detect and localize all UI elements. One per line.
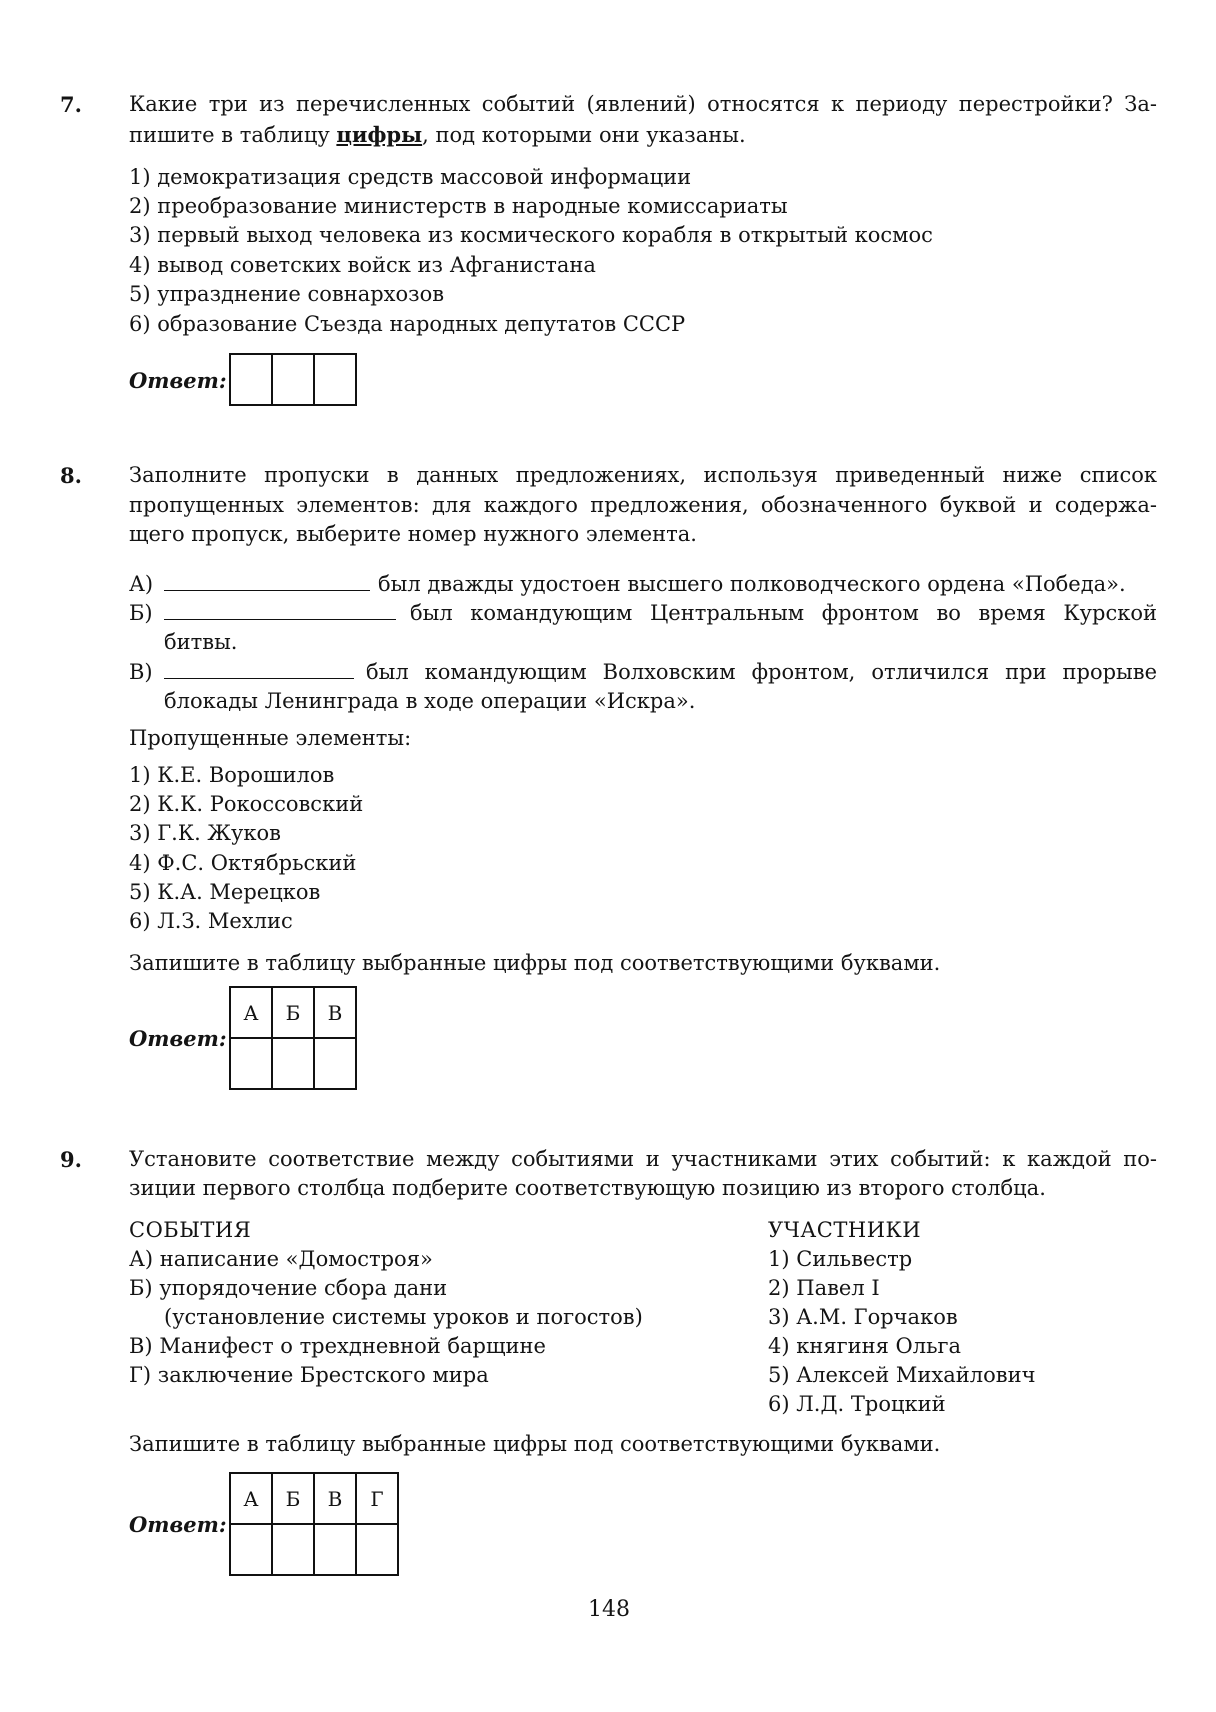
participants-column-title: УЧАСТНИКИ: [768, 1218, 922, 1242]
question-9-instruction: Запишите в таблицу выбранные цифры под соответствующими буквами.: [129, 1432, 941, 1456]
question-9-text-line-2: зиции первого столбца подберите соответствующую позицию из второго столбца.: [129, 1176, 1046, 1200]
sentence-c-continuation: блокады Ленинграда в ходе операции «Искра».: [164, 689, 696, 713]
column-header-b: Б: [272, 987, 314, 1038]
question-8-text-line-3: щего пропуск, выберите номер нужного элемента.: [129, 522, 697, 546]
question-9-text-line-1: Установите соответствие между событиями и участниками этих событий: к каждой по-: [129, 1147, 1157, 1171]
column-header-a: А: [230, 1473, 272, 1524]
column-header-a: А: [230, 987, 272, 1038]
list-item: 4) вывод советских войск из Афганистана: [129, 253, 596, 277]
list-item: 6) Л.З. Мехлис: [129, 909, 293, 933]
column-header-v: В: [314, 1473, 356, 1524]
answer-cell[interactable]: [356, 1524, 398, 1575]
list-item: 4) Ф.С. Октябрьский: [129, 851, 357, 875]
list-item: 3) А.М. Горчаков: [768, 1305, 958, 1329]
sentence-a-blank[interactable]: [164, 572, 370, 596]
question-8-answer-table: [229, 986, 357, 1090]
list-item: 6) образование Съезда народных депутатов СССР: [129, 312, 686, 336]
list-item: 2) К.К. Рокоссовский: [129, 792, 364, 816]
list-item: В) Манифест о трехдневной барщине: [129, 1334, 546, 1358]
list-item: 5) Алексей Михайлович: [768, 1363, 1036, 1387]
missing-elements-title: Пропущенные элементы:: [129, 726, 412, 750]
answer-cell[interactable]: [230, 1038, 272, 1089]
question-8-instruction: Запишите в таблицу выбранные цифры под соответствующими буквами.: [129, 951, 941, 975]
list-item: 3) первый выход человека из космического корабля в открытый космос: [129, 223, 933, 247]
answer-cell[interactable]: [272, 354, 314, 405]
list-item: 2) преобразование министерств в народные комиссариаты: [129, 194, 788, 218]
list-item: 3) Г.К. Жуков: [129, 821, 281, 845]
question-7-text-line-1: Какие три из перечисленных событий (явлений) относятся к периоду перестройки? За-: [129, 92, 1157, 116]
question-9-answer-label: Ответ:: [129, 1512, 227, 1537]
list-item-continuation: (установление системы уроков и погостов): [164, 1305, 643, 1329]
answer-cell[interactable]: [314, 1524, 356, 1575]
sentence-b-letter: Б): [129, 601, 153, 625]
sentence-a-text: был дважды удостоен высшего полководческого ордена «Победа».: [378, 572, 1126, 596]
question-7-text-line-2: пишите в таблицу цифры, под которыми они указаны.: [129, 122, 746, 147]
answer-cell[interactable]: [314, 354, 356, 405]
answer-cell[interactable]: [230, 354, 272, 405]
emphasis-digits: цифры: [336, 122, 423, 147]
sentence-b-text: был командующим Центральным фронтом во время Курской: [410, 601, 1157, 625]
question-8-number: 8.: [60, 463, 82, 488]
list-item: 5) упразднение совнархозов: [129, 282, 445, 306]
column-header-b: Б: [272, 1473, 314, 1524]
sentence-a-letter: А): [129, 572, 154, 596]
list-item: Б) упорядочение сбора дани: [129, 1276, 448, 1300]
list-item: 1) К.Е. Ворошилов: [129, 763, 335, 787]
answer-cell[interactable]: [272, 1038, 314, 1089]
list-item: 1) Сильвестр: [768, 1247, 913, 1271]
list-item: 4) княгиня Ольга: [768, 1334, 962, 1358]
column-header-g: Г: [356, 1473, 398, 1524]
question-9-answer-table: [229, 1472, 399, 1576]
events-column-title: СОБЫТИЯ: [129, 1218, 252, 1242]
question-7-answer-table: [229, 353, 357, 406]
sentence-c-blank[interactable]: [164, 660, 354, 684]
answer-cell[interactable]: [272, 1524, 314, 1575]
sentence-c-text: был командующим Волховским фронтом, отличился при прорыве: [366, 660, 1157, 684]
list-item: Г) заключение Брестского мира: [129, 1363, 489, 1387]
list-item: 6) Л.Д. Троцкий: [768, 1392, 946, 1416]
sentence-b-continuation: битвы.: [164, 630, 238, 654]
question-7-number: 7.: [60, 92, 82, 117]
question-8-text-line-2: пропущенных элементов: для каждого предложения, обозначенного буквой и содержа-: [129, 493, 1157, 517]
question-7-answer-label: Ответ:: [129, 368, 227, 393]
list-item: 1) демократизация средств массовой информации: [129, 165, 692, 189]
list-item: А) написание «Домостроя»: [129, 1247, 433, 1271]
sentence-b-blank[interactable]: [164, 601, 396, 625]
column-header-v: В: [314, 987, 356, 1038]
page-number: 148: [588, 1597, 630, 1622]
question-8-answer-label: Ответ:: [129, 1026, 227, 1051]
question-8-text-line-1: Заполните пропуски в данных предложениях, используя приведенный ниже список: [129, 463, 1157, 487]
sentence-c-letter: В): [129, 660, 153, 684]
answer-cell[interactable]: [230, 1524, 272, 1575]
question-9-number: 9.: [60, 1147, 82, 1172]
answer-cell[interactable]: [314, 1038, 356, 1089]
list-item: 2) Павел I: [768, 1276, 880, 1300]
list-item: 5) К.А. Мерецков: [129, 880, 321, 904]
